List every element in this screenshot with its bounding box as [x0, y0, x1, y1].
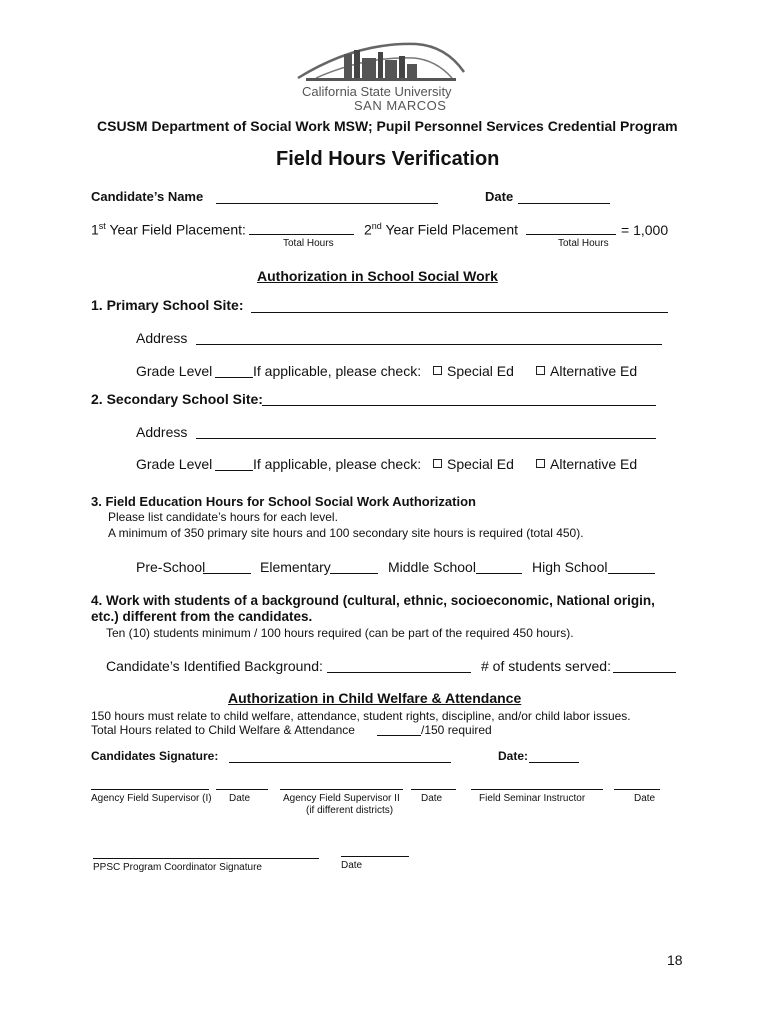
agency2-date-field[interactable]	[411, 789, 456, 790]
primary-address-field[interactable]	[196, 344, 662, 345]
seminar-date-label: Date	[634, 793, 656, 804]
agency2-signature-field[interactable]	[280, 789, 403, 790]
field-ed-line-1: Please list candidate’s hours for each level.	[108, 510, 338, 524]
campus-skyline-icon	[296, 38, 468, 88]
agency1-signature-field[interactable]	[91, 789, 209, 790]
primary-alt-ed-checkbox[interactable]	[536, 363, 637, 379]
background-heading-line-2: etc.) different from the candidates.	[91, 609, 313, 624]
candidate-name-field[interactable]	[216, 203, 438, 204]
second-year-hours-field[interactable]	[526, 234, 616, 235]
primary-if-applicable: If applicable, please check:	[253, 363, 422, 379]
agency1-date-field[interactable]	[216, 789, 268, 790]
date-label: Date	[485, 189, 514, 204]
seminar-date-field[interactable]	[614, 789, 660, 790]
secondary-special-ed-checkbox[interactable]	[433, 456, 514, 472]
total-hours-value: = 1,000	[621, 222, 669, 238]
ppsc-date-label: Date	[341, 860, 363, 871]
logo-line-2: SAN MARCOS	[354, 98, 447, 113]
page-title: Field Hours Verification	[276, 148, 500, 170]
school-social-work-heading: Authorization in School Social Work	[257, 268, 498, 284]
preschool-label: Pre-School	[136, 559, 206, 575]
ppsc-signature-field[interactable]	[93, 858, 319, 859]
agency2-note: (if different districts)	[306, 805, 394, 816]
secondary-grade-level-label: Grade Level	[136, 456, 213, 472]
primary-site-label: 1. Primary School Site:	[91, 297, 244, 313]
elementary-hours-field[interactable]	[330, 573, 378, 574]
secondary-grade-level-field[interactable]	[215, 470, 253, 471]
seminar-signature-field[interactable]	[471, 789, 603, 790]
date-field[interactable]	[518, 203, 610, 204]
agency2-label: Agency Field Supervisor II	[283, 793, 400, 804]
agency1-date-label: Date	[229, 793, 251, 804]
second-total-hours-label: Total Hours	[558, 238, 609, 249]
candidate-signature-field[interactable]	[229, 762, 451, 763]
special-ed-label: Special Ed	[447, 363, 514, 379]
students-served-label: # of students served:	[481, 658, 611, 674]
first-year-placement-label: 1st Year Field Placement:	[91, 221, 246, 238]
identified-background-field[interactable]	[327, 672, 471, 673]
middle-school-label: Middle School	[388, 559, 476, 575]
university-logo	[296, 38, 468, 116]
primary-site-field[interactable]	[251, 312, 668, 313]
secondary-address-field[interactable]	[196, 438, 656, 439]
agency2-date-label: Date	[421, 793, 443, 804]
signature-date-label: Date:	[498, 749, 529, 763]
background-note: Ten (10) students minimum / 100 hours required (can be part of the required 450 hours).	[106, 626, 574, 640]
signature-date-field[interactable]	[529, 762, 579, 763]
primary-special-ed-checkbox[interactable]	[433, 363, 514, 379]
page-number: 18	[667, 952, 683, 968]
agency1-label: Agency Field Supervisor (I)	[91, 793, 212, 804]
primary-address-label: Address	[136, 330, 188, 346]
logo-line-1: California State University	[302, 84, 452, 99]
high-school-label: High School	[532, 559, 608, 575]
special-ed-label: Special Ed	[447, 456, 514, 472]
cwa-required: /150 required	[421, 723, 492, 737]
secondary-alt-ed-checkbox[interactable]	[536, 456, 637, 472]
alt-ed-label: Alternative Ed	[550, 456, 638, 472]
candidate-signature-label: Candidates Signature:	[91, 749, 219, 763]
primary-grade-level-field[interactable]	[215, 377, 253, 378]
alt-ed-label: Alternative Ed	[550, 363, 638, 379]
ppsc-label: PPSC Program Coordinator Signature	[93, 862, 262, 873]
identified-background-label: Candidate’s Identified Background:	[106, 658, 323, 674]
candidate-name-label: Candidate’s Name	[91, 189, 204, 204]
first-total-hours-label: Total Hours	[283, 238, 334, 249]
second-year-placement-label: 2nd Year Field Placement	[364, 221, 519, 238]
elementary-label: Elementary	[260, 559, 331, 575]
ppsc-date-field[interactable]	[341, 856, 409, 857]
primary-grade-level-label: Grade Level	[136, 363, 213, 379]
students-served-field[interactable]	[613, 672, 676, 673]
program-heading: CSUSM Department of Social Work MSW; Pupil Personnel Services Credential Program	[97, 118, 678, 134]
first-year-hours-field[interactable]	[249, 234, 354, 235]
middle-school-hours-field[interactable]	[476, 573, 522, 574]
background-heading-line-1: 4. Work with students of a background (cultural, ethnic, socioeconomic, National origin,	[91, 593, 655, 608]
secondary-site-label: 2. Secondary School Site:	[91, 391, 263, 407]
cwa-hours-field[interactable]	[377, 735, 421, 736]
cwa-heading: Authorization in Child Welfare & Attendance	[228, 690, 522, 706]
field-ed-heading: 3. Field Education Hours for School Social Work Authorization	[91, 494, 476, 509]
secondary-address-label: Address	[136, 424, 188, 440]
preschool-hours-field[interactable]	[203, 573, 251, 574]
cwa-line-1: 150 hours must relate to child welfare, attendance, student rights, discipline, and/or child labor issues.	[91, 709, 631, 723]
seminar-label: Field Seminar Instructor	[479, 793, 586, 804]
high-school-hours-field[interactable]	[608, 573, 655, 574]
cwa-line-2: Total Hours related to Child Welfare & Attendance	[91, 723, 355, 737]
field-ed-line-2: A minimum of 350 primary site hours and 100 secondary site hours is required (total 450).	[108, 526, 584, 540]
secondary-site-field[interactable]	[262, 405, 656, 406]
secondary-if-applicable: If applicable, please check:	[253, 456, 422, 472]
